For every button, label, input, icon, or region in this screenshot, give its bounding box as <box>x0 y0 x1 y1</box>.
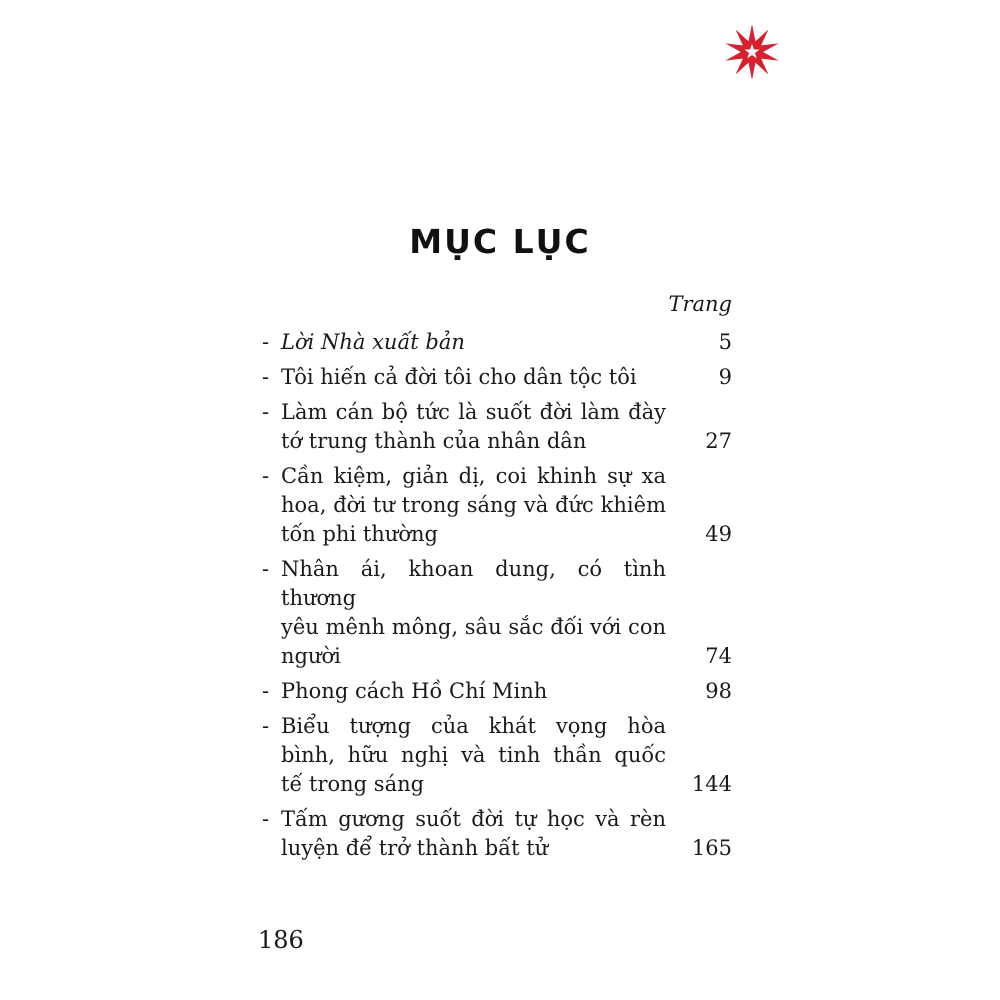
toc-entry-title-line: hoa, đời tư trong sáng và đức khiêm <box>281 493 666 517</box>
toc-entry[interactable] <box>262 677 732 706</box>
toc-entry-page: 27 <box>705 429 732 453</box>
toc-entry[interactable] <box>262 712 732 799</box>
toc-entry-page: 9 <box>718 365 732 389</box>
page-title: MỤC LỤC <box>409 222 591 261</box>
toc-entry-title-line: Làm cán bộ tức là suốt đời làm đày <box>281 400 666 424</box>
toc-entry-dash: - <box>262 400 270 424</box>
toc-entry-page: 165 <box>691 836 732 860</box>
toc-entry[interactable] <box>262 328 732 357</box>
toc-entry-page: 144 <box>691 772 732 796</box>
page-column-header: Trang <box>668 292 732 316</box>
toc-entry-title-line: Biểu tượng của khát vọng hòa <box>281 714 666 738</box>
toc-entry-dash: - <box>262 714 270 738</box>
toc-entry-page: 98 <box>705 679 732 703</box>
toc-entry-title-line: tế trong sáng <box>281 772 425 796</box>
toc-entry-title-line: bình, hữu nghị và tinh thần quốc <box>281 743 666 767</box>
toc-entry-dash: - <box>262 557 270 581</box>
toc-entry-title-line: Nhân ái, khoan dung, có tình thương <box>281 557 666 610</box>
publisher-logo-icon <box>722 22 782 82</box>
toc-entry-dash: - <box>262 679 270 703</box>
page-number: 186 <box>258 926 304 954</box>
toc-entry-title-line: Tôi hiến cả đời tôi cho dân tộc tôi <box>281 365 637 389</box>
toc-entry-page: 5 <box>718 330 732 354</box>
toc-entry-title-line: Tấm gương suốt đời tự học và rèn <box>281 807 666 831</box>
toc-entry-title-line: yêu mênh mông, sâu sắc đối với con <box>281 615 666 639</box>
toc-entry-dash: - <box>262 807 270 831</box>
toc-entry-title-line: tớ trung thành của nhân dân <box>281 429 587 453</box>
toc-entry-dash: - <box>262 464 270 488</box>
toc-entry-title-line: người <box>281 644 341 668</box>
toc-entry-title-line: luyện để trở thành bất tử <box>281 836 549 860</box>
toc-entry[interactable] <box>262 363 732 392</box>
toc-entry-title-line: Lời Nhà xuất bản <box>281 330 465 354</box>
toc-entry-title-line: Cần kiệm, giản dị, coi khinh sự xa <box>281 464 666 488</box>
toc-entry-page: 49 <box>705 522 732 546</box>
toc-entry-page: 74 <box>705 644 732 668</box>
table-of-contents <box>262 328 732 869</box>
toc-entry[interactable] <box>262 805 732 863</box>
toc-entry-title-line: Phong cách Hồ Chí Minh <box>281 679 548 703</box>
toc-entry[interactable] <box>262 398 732 456</box>
toc-entry[interactable] <box>262 555 732 671</box>
toc-entry[interactable] <box>262 462 732 549</box>
toc-entry-title-line: tốn phi thường <box>281 522 438 546</box>
toc-entry-dash: - <box>262 330 270 354</box>
toc-entry-dash: - <box>262 365 270 389</box>
